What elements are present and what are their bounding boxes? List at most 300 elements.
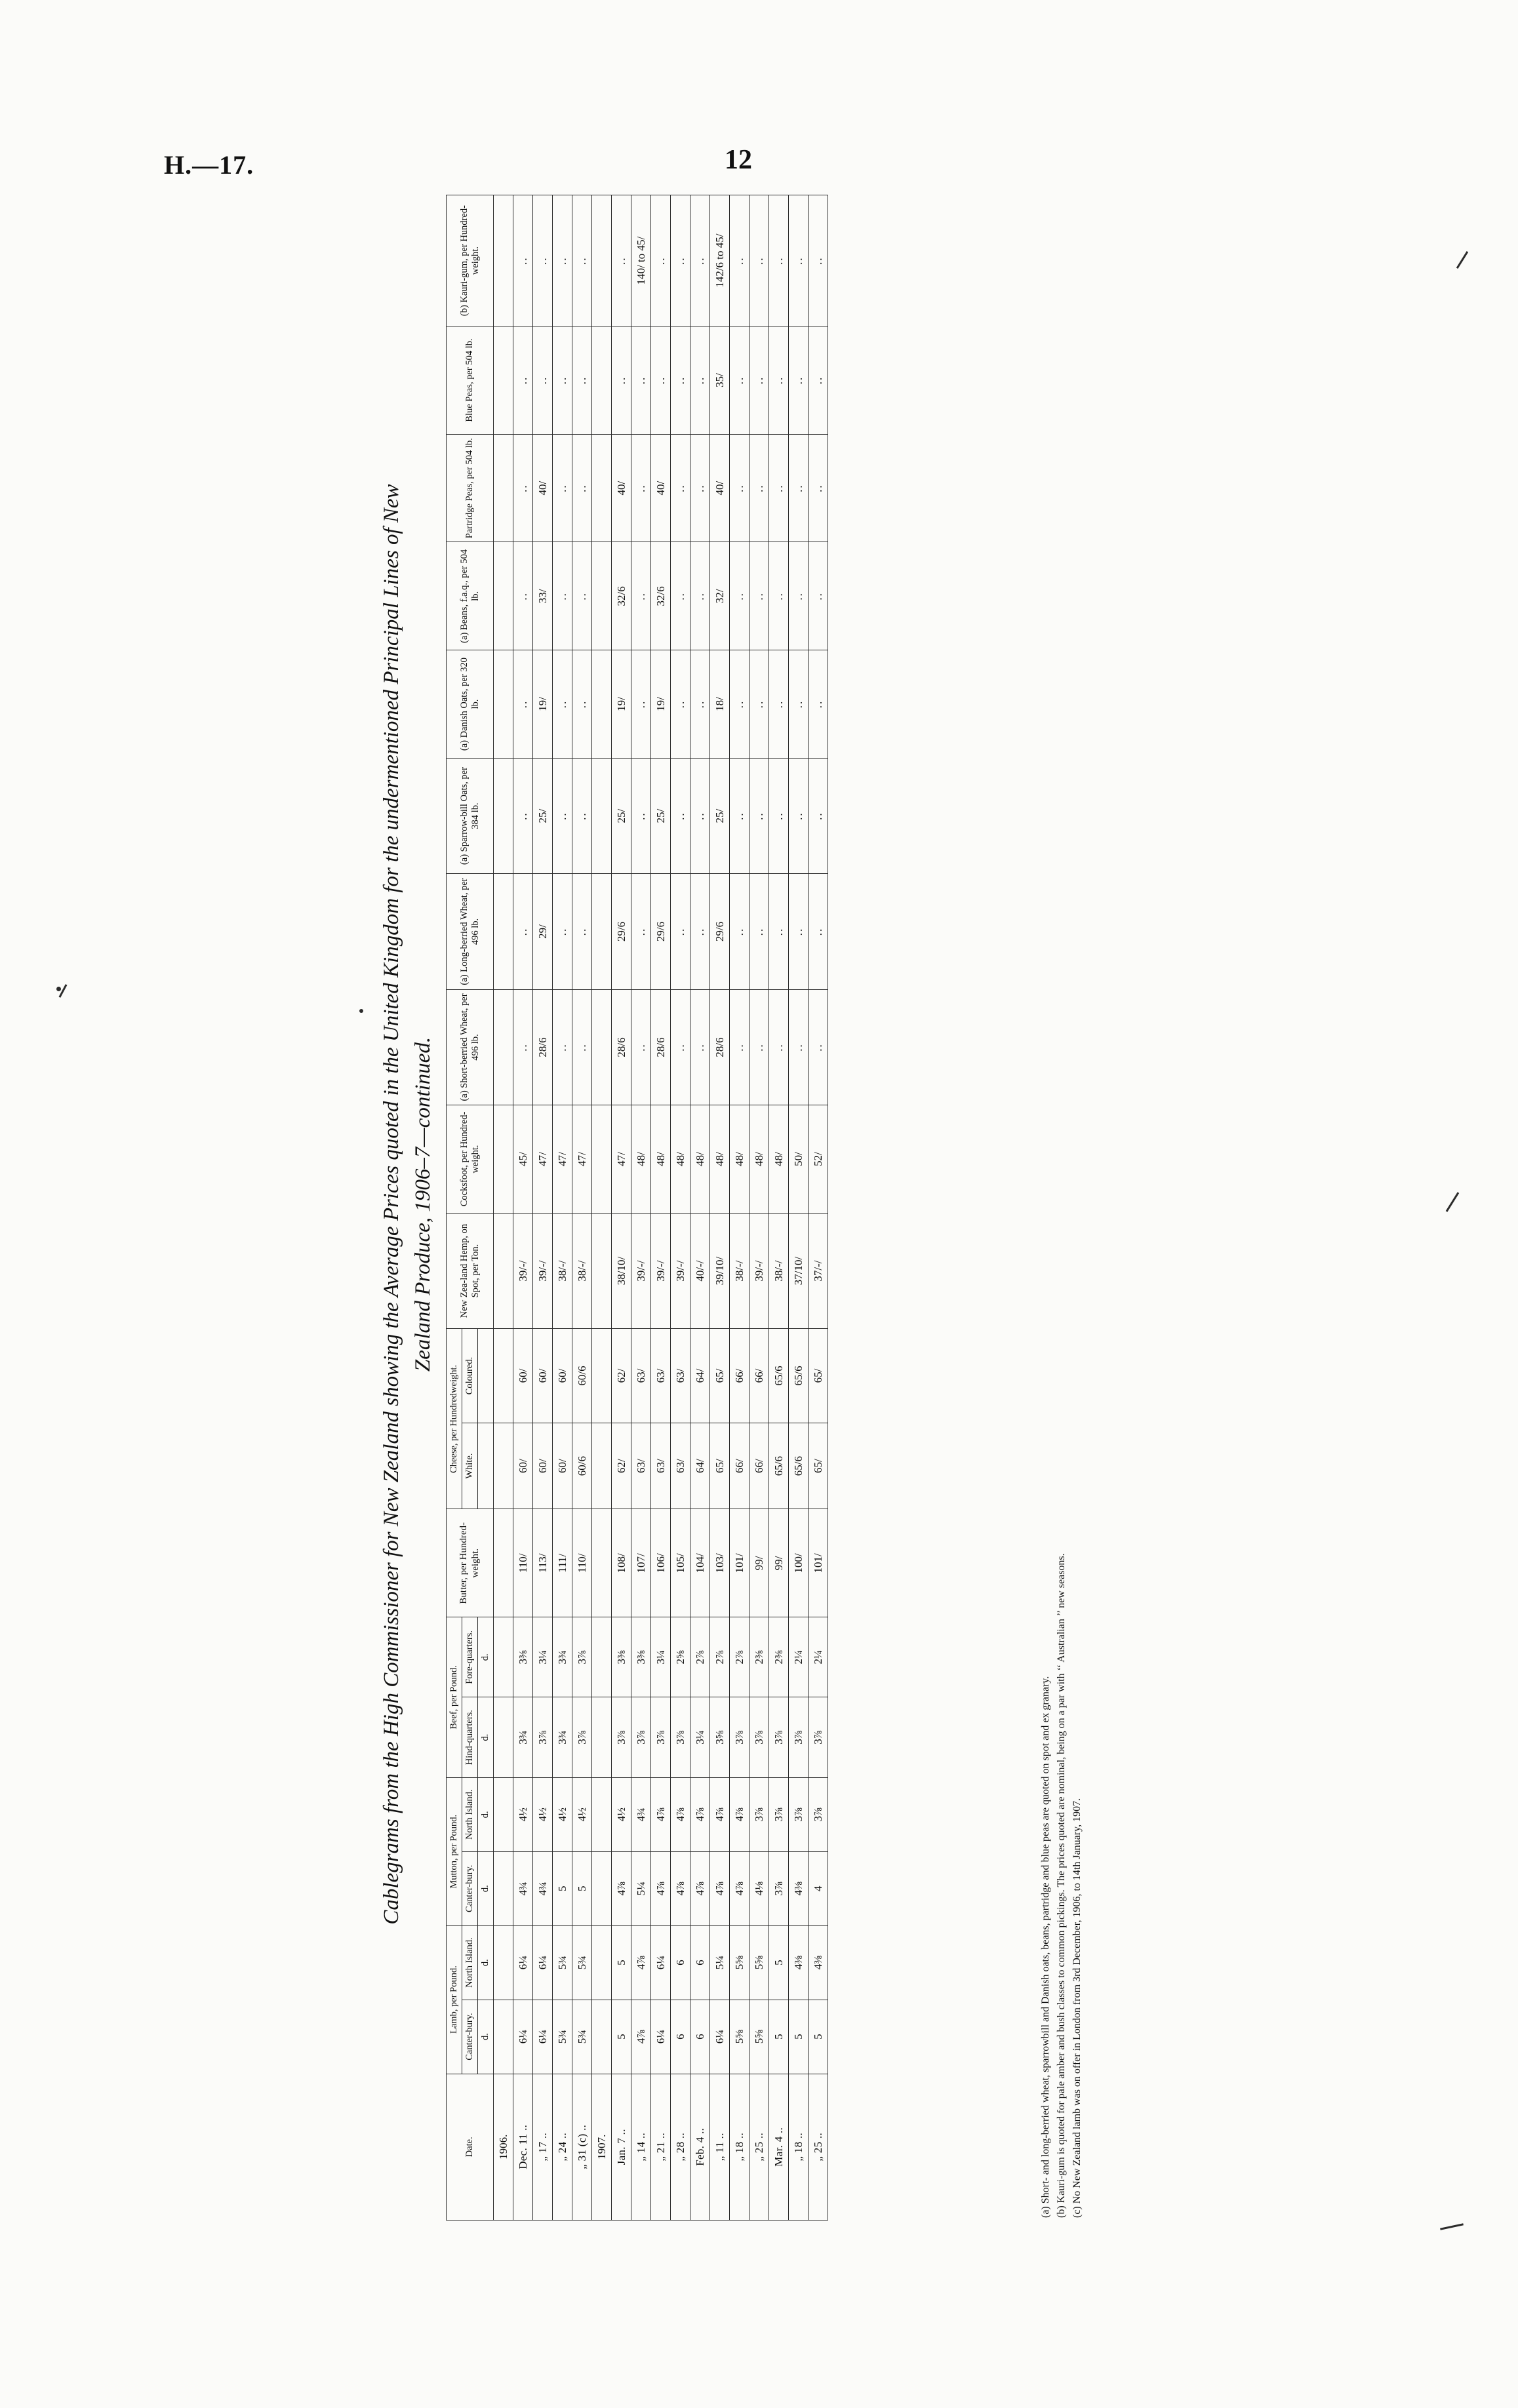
cell-butter: 104/ bbox=[690, 1509, 709, 1617]
cell-beef-hind: 3⅞ bbox=[532, 1697, 552, 1777]
row-date: „ 25 .. bbox=[749, 2074, 769, 2220]
cell-hemp: 40/-/ bbox=[690, 1213, 709, 1328]
empty-cell bbox=[591, 758, 611, 873]
cell-mutton-north: 4½ bbox=[611, 1777, 631, 1851]
col-head-date: Date. bbox=[446, 2074, 493, 2220]
cell-kauri-gum: .. bbox=[572, 195, 591, 326]
cell-beans: .. bbox=[690, 542, 709, 650]
cell-beef-hind: 3⅞ bbox=[788, 1697, 808, 1777]
empty-cell bbox=[591, 873, 611, 989]
cell-cocksfoot: 48/ bbox=[749, 1105, 769, 1213]
cell-sparrowbill: .. bbox=[729, 758, 749, 873]
cell-kauri-gum: 140/ to 45/ bbox=[631, 195, 650, 326]
table-row bbox=[670, 195, 690, 2220]
cell-lamb-north: 6¼ bbox=[650, 1925, 670, 2000]
cell-hemp: 39/-/ bbox=[670, 1213, 690, 1328]
cell-butter: 113/ bbox=[532, 1509, 552, 1617]
col-head-hemp: New Zea-land Hemp, on Spot, per Ton. bbox=[446, 1213, 493, 1328]
cell-beef-fore: 3⅜ bbox=[513, 1617, 532, 1697]
cell-short-wheat: .. bbox=[670, 989, 690, 1105]
cell-mutton-canterbury: 4¾ bbox=[513, 1851, 532, 1925]
cell-kauri-gum: .. bbox=[552, 195, 572, 326]
cell-mutton-north: 4⅞ bbox=[690, 1777, 709, 1851]
unit-cheese-white bbox=[477, 1423, 493, 1509]
cell-kauri-gum: .. bbox=[788, 195, 808, 326]
cell-mutton-canterbury: 5¼ bbox=[631, 1851, 650, 1925]
cell-long-wheat: .. bbox=[749, 873, 769, 989]
cell-partridge: .. bbox=[552, 434, 572, 542]
table-row bbox=[769, 195, 788, 2220]
document-reference: H.—17. bbox=[164, 150, 254, 180]
cell-long-wheat: .. bbox=[552, 873, 572, 989]
cell-lamb-canterbury: 6¼ bbox=[532, 2000, 552, 2074]
cell-mutton-canterbury: 4 bbox=[808, 1851, 828, 1925]
table-row bbox=[788, 195, 808, 2220]
table-row bbox=[808, 195, 828, 2220]
row-date: Feb. 4 .. bbox=[690, 2074, 709, 2220]
table-year-row bbox=[493, 195, 513, 2220]
cell-mutton-canterbury: 4⅞ bbox=[709, 1851, 729, 1925]
cell-beef-hind: 3¼ bbox=[690, 1697, 709, 1777]
cell-partridge: .. bbox=[769, 434, 788, 542]
cell-short-wheat: .. bbox=[749, 989, 769, 1105]
table-body bbox=[493, 195, 828, 2220]
cell-sparrowbill: 25/ bbox=[532, 758, 552, 873]
cell-long-wheat: .. bbox=[690, 873, 709, 989]
cell-butter: 110/ bbox=[513, 1509, 532, 1617]
cell-blue-peas: .. bbox=[552, 326, 572, 434]
cell-hemp: 38/-/ bbox=[769, 1213, 788, 1328]
table-row bbox=[650, 195, 670, 2220]
cell-mutton-north: 4½ bbox=[572, 1777, 591, 1851]
table-year-row bbox=[591, 195, 611, 2220]
cell-danish-oats: .. bbox=[552, 650, 572, 758]
row-date: „ 18 .. bbox=[788, 2074, 808, 2220]
cell-hemp: 39/-/ bbox=[749, 1213, 769, 1328]
row-date: „ 31 (c) .. bbox=[572, 2074, 591, 2220]
year-label: 1907. bbox=[591, 2074, 611, 2220]
empty-cell bbox=[493, 1328, 513, 1423]
empty-cell bbox=[591, 1328, 611, 1423]
cell-cocksfoot: 47/ bbox=[552, 1105, 572, 1213]
cell-cheese-white: 60/ bbox=[532, 1423, 552, 1509]
cell-kauri-gum: 142/6 to 45/ bbox=[709, 195, 729, 326]
cell-cocksfoot: 48/ bbox=[631, 1105, 650, 1213]
cell-sparrowbill: .. bbox=[749, 758, 769, 873]
cell-mutton-canterbury: 4¾ bbox=[532, 1851, 552, 1925]
empty-cell bbox=[493, 2000, 513, 2074]
cell-danish-oats: .. bbox=[749, 650, 769, 758]
row-date: „ 14 .. bbox=[631, 2074, 650, 2220]
cell-partridge: .. bbox=[670, 434, 690, 542]
cell-cheese-coloured: 63/ bbox=[670, 1328, 690, 1423]
cell-hemp: 38/10/ bbox=[611, 1213, 631, 1328]
empty-cell bbox=[493, 1617, 513, 1697]
cell-beans: 33/ bbox=[532, 542, 552, 650]
col-head-lamb-canterbury: Canter-bury. bbox=[462, 2000, 477, 2074]
empty-cell bbox=[493, 1925, 513, 2000]
cell-sparrowbill: .. bbox=[631, 758, 650, 873]
page-number: 12 bbox=[725, 145, 752, 175]
cell-cheese-coloured: 65/ bbox=[709, 1328, 729, 1423]
empty-cell bbox=[591, 1697, 611, 1777]
footnote-c: (c) No New Zealand lamb was on offer in London from 3rd December, 1906, to 14th January, 1907. bbox=[1071, 1798, 1083, 2218]
empty-cell bbox=[591, 1423, 611, 1509]
table-row bbox=[729, 195, 749, 2220]
cell-sparrowbill: .. bbox=[769, 758, 788, 873]
cell-sparrowbill: .. bbox=[788, 758, 808, 873]
table-row bbox=[709, 195, 729, 2220]
cell-lamb-north: 5 bbox=[769, 1925, 788, 2000]
cell-mutton-north: 4½ bbox=[532, 1777, 552, 1851]
cell-cheese-white: 60/ bbox=[513, 1423, 532, 1509]
cell-beef-hind: 3⅞ bbox=[749, 1697, 769, 1777]
cell-danish-oats: .. bbox=[631, 650, 650, 758]
cell-lamb-canterbury: 5 bbox=[769, 2000, 788, 2074]
col-head-lamb-north-island: North Island. bbox=[462, 1925, 477, 2000]
empty-cell bbox=[591, 1509, 611, 1617]
cell-butter: 108/ bbox=[611, 1509, 631, 1617]
cell-lamb-north: 6¼ bbox=[513, 1925, 532, 2000]
cell-long-wheat: .. bbox=[788, 873, 808, 989]
cell-butter: 103/ bbox=[709, 1509, 729, 1617]
row-date: „ 25 .. bbox=[808, 2074, 828, 2220]
cell-beans: .. bbox=[552, 542, 572, 650]
cell-cocksfoot: 48/ bbox=[769, 1105, 788, 1213]
cell-long-wheat: 29/6 bbox=[650, 873, 670, 989]
cell-beef-fore: 3⅞ bbox=[572, 1617, 591, 1697]
cell-cocksfoot: 48/ bbox=[650, 1105, 670, 1213]
cell-partridge: .. bbox=[729, 434, 749, 542]
empty-cell bbox=[493, 1509, 513, 1617]
cell-beef-fore: 2⅞ bbox=[690, 1617, 709, 1697]
cell-sparrowbill: .. bbox=[513, 758, 532, 873]
col-group-mutton: Mutton, per Pound. bbox=[446, 1777, 462, 1925]
unit-lamb-canterbury: d. bbox=[477, 2000, 493, 2074]
cell-mutton-canterbury: 4⅜ bbox=[788, 1851, 808, 1925]
empty-cell bbox=[493, 1777, 513, 1851]
cell-mutton-north: 3⅞ bbox=[749, 1777, 769, 1851]
footnotes bbox=[1038, 251, 1085, 2218]
cell-cheese-white: 63/ bbox=[631, 1423, 650, 1509]
cell-danish-oats: .. bbox=[513, 650, 532, 758]
table-row bbox=[690, 195, 709, 2220]
cell-beans: .. bbox=[513, 542, 532, 650]
col-head-cheese-coloured: Coloured. bbox=[462, 1328, 477, 1423]
cell-blue-peas: .. bbox=[749, 326, 769, 434]
cell-cheese-white: 63/ bbox=[650, 1423, 670, 1509]
cell-butter: 111/ bbox=[552, 1509, 572, 1617]
table-title-line1: Cablegrams from the High Commissioner for New Zealand showing the Average Prices quoted in the United Kingdom for the undermentioned Principal Lines of New bbox=[379, 483, 403, 1925]
col-head-beef-hindquarters: Hind-quarters. bbox=[462, 1697, 477, 1777]
cell-long-wheat: .. bbox=[513, 873, 532, 989]
table-header-row-group bbox=[446, 195, 462, 2220]
unit-beef-forequarters: d. bbox=[477, 1617, 493, 1697]
cell-mutton-canterbury: 4⅞ bbox=[670, 1851, 690, 1925]
cell-partridge: 40/ bbox=[650, 434, 670, 542]
cell-kauri-gum: .. bbox=[690, 195, 709, 326]
cell-short-wheat: .. bbox=[552, 989, 572, 1105]
cell-partridge: 40/ bbox=[611, 434, 631, 542]
cell-beans: .. bbox=[729, 542, 749, 650]
empty-cell bbox=[591, 1925, 611, 2000]
cell-long-wheat: 29/6 bbox=[611, 873, 631, 989]
cell-long-wheat: .. bbox=[670, 873, 690, 989]
cell-long-wheat: .. bbox=[769, 873, 788, 989]
cell-mutton-north: 4½ bbox=[552, 1777, 572, 1851]
cell-short-wheat: .. bbox=[729, 989, 749, 1105]
cell-cocksfoot: 48/ bbox=[670, 1105, 690, 1213]
cell-blue-peas: .. bbox=[729, 326, 749, 434]
empty-cell bbox=[493, 873, 513, 989]
cell-hemp: 39/-/ bbox=[650, 1213, 670, 1328]
cell-lamb-north: 6 bbox=[670, 1925, 690, 2000]
cell-lamb-canterbury: 6 bbox=[670, 2000, 690, 2074]
cell-lamb-north: 6 bbox=[690, 1925, 709, 2000]
row-date: „ 11 .. bbox=[709, 2074, 729, 2220]
cell-lamb-canterbury: 5⅝ bbox=[729, 2000, 749, 2074]
cell-hemp: 38/-/ bbox=[729, 1213, 749, 1328]
cell-lamb-north: 5¾ bbox=[572, 1925, 591, 2000]
table-row bbox=[572, 195, 591, 2220]
cell-blue-peas: .. bbox=[670, 326, 690, 434]
col-head-partridge-peas: Partridge Peas, per 504 lb. bbox=[446, 434, 493, 542]
empty-cell bbox=[493, 542, 513, 650]
unit-mutton-canterbury: d. bbox=[477, 1851, 493, 1925]
table-title bbox=[376, 162, 439, 2247]
empty-cell bbox=[591, 1213, 611, 1328]
cell-cocksfoot: 48/ bbox=[690, 1105, 709, 1213]
cell-mutton-canterbury: 5 bbox=[572, 1851, 591, 1925]
cell-kauri-gum: .. bbox=[650, 195, 670, 326]
cell-cocksfoot: 52/ bbox=[808, 1105, 828, 1213]
cell-blue-peas: .. bbox=[769, 326, 788, 434]
empty-cell bbox=[493, 989, 513, 1105]
empty-cell bbox=[591, 434, 611, 542]
cell-blue-peas: .. bbox=[690, 326, 709, 434]
cell-short-wheat: .. bbox=[808, 989, 828, 1105]
cell-mutton-canterbury: 5 bbox=[552, 1851, 572, 1925]
cell-cheese-white: 60/6 bbox=[572, 1423, 591, 1509]
empty-cell bbox=[591, 2000, 611, 2074]
cell-beef-hind: 3⅞ bbox=[631, 1697, 650, 1777]
col-head-mutton-north-island: North Island. bbox=[462, 1777, 477, 1851]
cell-kauri-gum: .. bbox=[611, 195, 631, 326]
empty-cell bbox=[591, 1617, 611, 1697]
cell-danish-oats: .. bbox=[769, 650, 788, 758]
cell-short-wheat: .. bbox=[631, 989, 650, 1105]
cell-hemp: 39/-/ bbox=[631, 1213, 650, 1328]
table-row bbox=[631, 195, 650, 2220]
cell-cheese-coloured: 63/ bbox=[650, 1328, 670, 1423]
empty-cell bbox=[493, 1697, 513, 1777]
empty-cell bbox=[493, 195, 513, 326]
col-head-beans: (a) Beans, f.a.q., per 504 lb. bbox=[446, 542, 493, 650]
empty-cell bbox=[591, 195, 611, 326]
cell-butter: 107/ bbox=[631, 1509, 650, 1617]
empty-cell bbox=[493, 758, 513, 873]
cell-beef-fore: 2⅜ bbox=[769, 1617, 788, 1697]
cell-hemp: 38/-/ bbox=[552, 1213, 572, 1328]
cell-partridge: .. bbox=[749, 434, 769, 542]
cell-blue-peas: .. bbox=[631, 326, 650, 434]
cell-cheese-white: 66/ bbox=[729, 1423, 749, 1509]
cell-blue-peas: .. bbox=[611, 326, 631, 434]
cell-beans: .. bbox=[572, 542, 591, 650]
row-date: „ 24 .. bbox=[552, 2074, 572, 2220]
cell-short-wheat: .. bbox=[769, 989, 788, 1105]
cell-blue-peas: .. bbox=[532, 326, 552, 434]
cell-hemp: 37/10/ bbox=[788, 1213, 808, 1328]
cell-cheese-white: 62/ bbox=[611, 1423, 631, 1509]
cell-long-wheat: .. bbox=[631, 873, 650, 989]
cell-kauri-gum: .. bbox=[729, 195, 749, 326]
cell-mutton-canterbury: 4⅞ bbox=[650, 1851, 670, 1925]
cell-cheese-white: 64/ bbox=[690, 1423, 709, 1509]
cell-lamb-north: 5¼ bbox=[709, 1925, 729, 2000]
cell-cocksfoot: 45/ bbox=[513, 1105, 532, 1213]
cell-beans: 32/ bbox=[709, 542, 729, 650]
cell-lamb-canterbury: 6 bbox=[690, 2000, 709, 2074]
cell-beans: .. bbox=[749, 542, 769, 650]
cell-mutton-north: 3⅞ bbox=[769, 1777, 788, 1851]
cell-danish-oats: 18/ bbox=[709, 650, 729, 758]
cell-partridge: 40/ bbox=[532, 434, 552, 542]
cell-lamb-canterbury: 5 bbox=[611, 2000, 631, 2074]
cell-mutton-canterbury: 4⅛ bbox=[749, 1851, 769, 1925]
row-date: Dec. 11 .. bbox=[513, 2074, 532, 2220]
cell-mutton-north: 4¾ bbox=[631, 1777, 650, 1851]
unit-lamb-north-island: d. bbox=[477, 1925, 493, 2000]
table-row bbox=[611, 195, 631, 2220]
cell-cheese-coloured: 65/ bbox=[808, 1328, 828, 1423]
row-date: „ 28 .. bbox=[670, 2074, 690, 2220]
col-group-lamb: Lamb, per Pound. bbox=[446, 1925, 462, 2074]
year-label: 1906. bbox=[493, 2074, 513, 2220]
cell-cheese-white: 63/ bbox=[670, 1423, 690, 1509]
cell-kauri-gum: .. bbox=[532, 195, 552, 326]
col-head-cocksfoot: Cocksfoot, per Hundred-weight. bbox=[446, 1105, 493, 1213]
cell-danish-oats: 19/ bbox=[650, 650, 670, 758]
cell-beef-fore: 3¾ bbox=[552, 1617, 572, 1697]
cell-short-wheat: 28/6 bbox=[650, 989, 670, 1105]
cell-butter: 106/ bbox=[650, 1509, 670, 1617]
cell-short-wheat: .. bbox=[513, 989, 532, 1105]
cell-hemp: 39/-/ bbox=[513, 1213, 532, 1328]
cell-mutton-north: 4½ bbox=[513, 1777, 532, 1851]
col-head-long-wheat: (a) Long-berried Wheat, per 496 lb. bbox=[446, 873, 493, 989]
col-head-cheese-white: White. bbox=[462, 1423, 477, 1509]
cell-beef-hind: 3⅞ bbox=[611, 1697, 631, 1777]
cell-danish-oats: .. bbox=[670, 650, 690, 758]
cell-kauri-gum: .. bbox=[808, 195, 828, 326]
cell-blue-peas: .. bbox=[572, 326, 591, 434]
row-date: „ 18 .. bbox=[729, 2074, 749, 2220]
cell-lamb-north: 5 bbox=[611, 1925, 631, 2000]
col-head-beef-forequarters: Fore-quarters. bbox=[462, 1617, 477, 1697]
cell-beef-fore: 2¼ bbox=[808, 1617, 828, 1697]
cell-cheese-coloured: 60/6 bbox=[572, 1328, 591, 1423]
unit-mutton-north-island: d. bbox=[477, 1777, 493, 1851]
cell-sparrowbill: .. bbox=[690, 758, 709, 873]
cell-long-wheat: .. bbox=[572, 873, 591, 989]
cell-beef-hind: 3¾ bbox=[513, 1697, 532, 1777]
cell-beans: .. bbox=[769, 542, 788, 650]
cell-beans: .. bbox=[670, 542, 690, 650]
cell-cheese-coloured: 62/ bbox=[611, 1328, 631, 1423]
cell-short-wheat: .. bbox=[572, 989, 591, 1105]
cell-cheese-white: 65/ bbox=[808, 1423, 828, 1509]
cell-beef-hind: 3⅞ bbox=[729, 1697, 749, 1777]
empty-cell bbox=[591, 542, 611, 650]
cell-hemp: 39/-/ bbox=[532, 1213, 552, 1328]
cell-mutton-north: 4⅞ bbox=[729, 1777, 749, 1851]
cell-sparrowbill: 25/ bbox=[709, 758, 729, 873]
cell-partridge: .. bbox=[631, 434, 650, 542]
row-date: Jan. 7 .. bbox=[611, 2074, 631, 2220]
col-head-danish-oats: (a) Danish Oats, per 320 lb. bbox=[446, 650, 493, 758]
cell-lamb-north: 5⅝ bbox=[749, 1925, 769, 2000]
cell-beef-fore: 2⅞ bbox=[729, 1617, 749, 1697]
cell-partridge: .. bbox=[808, 434, 828, 542]
cell-cheese-white: 65/ bbox=[709, 1423, 729, 1509]
col-group-cheese: Cheese, per Hundredweight. bbox=[446, 1328, 462, 1509]
cell-cocksfoot: 47/ bbox=[532, 1105, 552, 1213]
cell-beans: .. bbox=[808, 542, 828, 650]
cell-sparrowbill: .. bbox=[670, 758, 690, 873]
cell-cheese-coloured: 66/ bbox=[749, 1328, 769, 1423]
cell-kauri-gum: .. bbox=[513, 195, 532, 326]
cell-lamb-north: 5¾ bbox=[552, 1925, 572, 2000]
cell-butter: 99/ bbox=[769, 1509, 788, 1617]
cell-mutton-north: 3⅞ bbox=[808, 1777, 828, 1851]
cell-cheese-coloured: 63/ bbox=[631, 1328, 650, 1423]
cell-beef-hind: 3⅞ bbox=[650, 1697, 670, 1777]
cell-mutton-north: 4⅞ bbox=[709, 1777, 729, 1851]
cell-danish-oats: .. bbox=[690, 650, 709, 758]
col-head-mutton-canterbury: Canter-bury. bbox=[462, 1851, 477, 1925]
cell-beans: 32/6 bbox=[650, 542, 670, 650]
cell-sparrowbill: .. bbox=[808, 758, 828, 873]
col-head-blue-peas: Blue Peas, per 504 lb. bbox=[446, 326, 493, 434]
cell-long-wheat: 29/6 bbox=[709, 873, 729, 989]
cell-lamb-canterbury: 6¼ bbox=[709, 2000, 729, 2074]
cell-sparrowbill: .. bbox=[572, 758, 591, 873]
cell-cheese-white: 60/ bbox=[552, 1423, 572, 1509]
footnote-b: (b) Kauri-gum is quoted for pale amber and bush classes to common pickings. The prices quoted are nominal, being on a par with ‘‘ Australian ’’ new seasons. bbox=[1055, 1552, 1067, 2218]
cell-beef-fore: 3⅜ bbox=[631, 1617, 650, 1697]
row-date: „ 17 .. bbox=[532, 2074, 552, 2220]
cell-butter: 101/ bbox=[808, 1509, 828, 1617]
unit-cheese-coloured bbox=[477, 1328, 493, 1423]
cell-beef-hind: 3⅞ bbox=[808, 1697, 828, 1777]
cell-lamb-north: 4⅜ bbox=[808, 1925, 828, 2000]
cell-mutton-canterbury: 4⅞ bbox=[611, 1851, 631, 1925]
cell-cheese-coloured: 60/ bbox=[552, 1328, 572, 1423]
cell-butter: 100/ bbox=[788, 1509, 808, 1617]
cell-hemp: 39/10/ bbox=[709, 1213, 729, 1328]
empty-cell bbox=[493, 326, 513, 434]
cell-cocksfoot: 47/ bbox=[611, 1105, 631, 1213]
empty-cell bbox=[591, 1851, 611, 1925]
cell-butter: 101/ bbox=[729, 1509, 749, 1617]
cell-hemp: 38/-/ bbox=[572, 1213, 591, 1328]
cell-beef-hind: 3⅞ bbox=[769, 1697, 788, 1777]
cell-beef-fore: 3¼ bbox=[650, 1617, 670, 1697]
table-row bbox=[552, 195, 572, 2220]
cell-cheese-coloured: 64/ bbox=[690, 1328, 709, 1423]
cell-partridge: .. bbox=[513, 434, 532, 542]
